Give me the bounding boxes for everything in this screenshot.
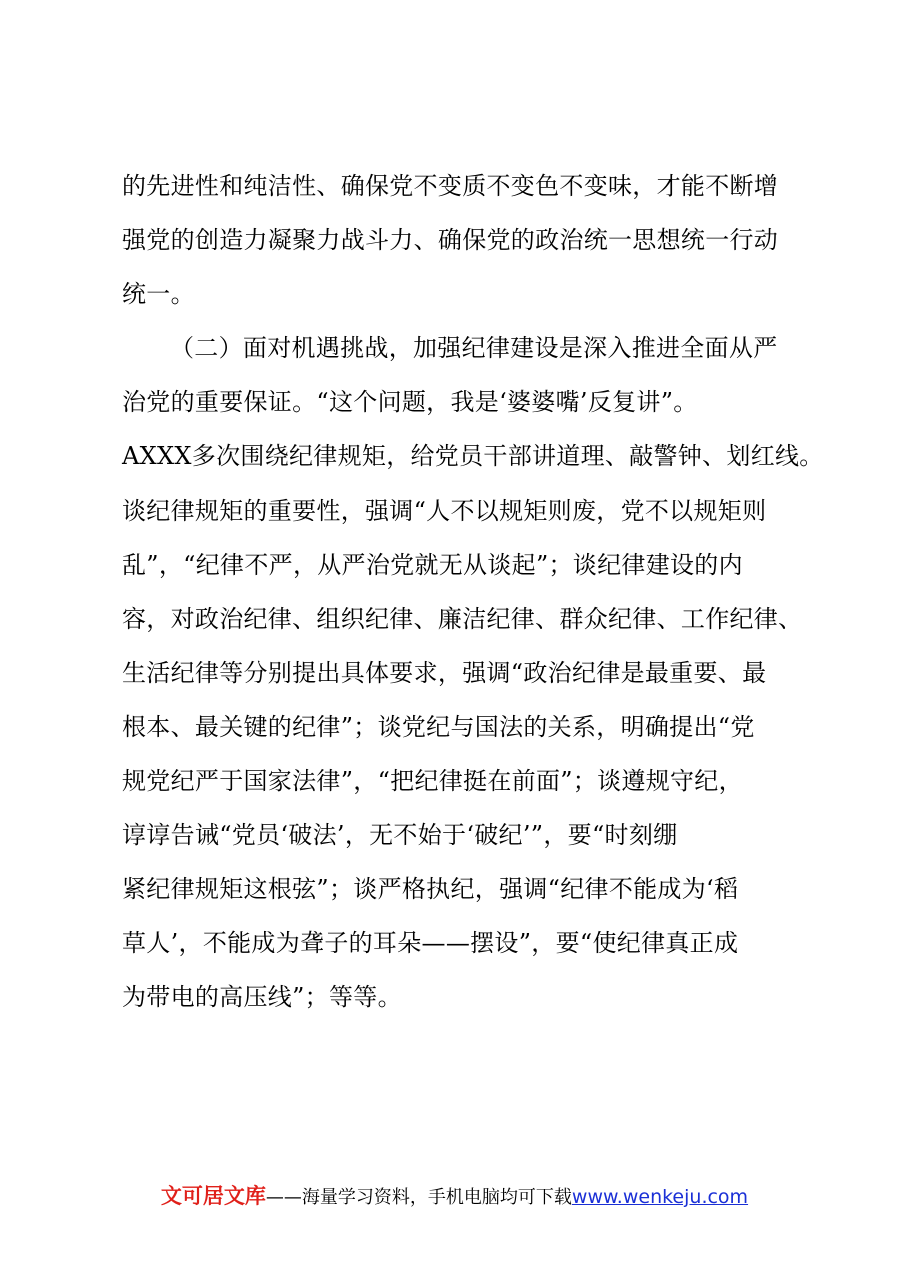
text-line: 强党的创造力凝聚力战斗力、确保党的政治统一思想统一行动 [122,226,779,255]
brand-name: 文可居文库 [160,1184,266,1208]
footer-tagline: ——海量学习资料，手机电脑均可下载 [265,1187,572,1208]
text-line: 容，对政治纪律、组织纪律、廉洁纪律、群众纪律、工作纪律、 [122,604,803,633]
website-link[interactable]: www.wenkeju.com [571,1186,749,1208]
text-line: 统一。 [122,280,195,309]
text-line: 乱”，“纪律不严，从严治党就无从谈起”；谈纪律建设的内 [122,550,743,579]
text-line: 草人’，不能成为聋子的耳朵——摆设”，要“使纪律真正成 [122,929,739,958]
text-line: 谆谆告诫“党员‘破法’，无不始于‘破纪’”，要“时刻绷 [122,821,678,850]
text-line: 紧纪律规矩这根弦”；谈严格执纪，强调“纪律不能成为‘稻 [122,875,739,904]
section-heading-line: （二）面对机遇挑战，加强纪律建设是深入推进全面从严 [170,334,778,363]
text-line: 生活纪律等分别提出具体要求，强调“政治纪律是最重要、最 [122,658,767,687]
text-line: AXXX多次围绕纪律规矩，给党员干部讲道理、敲警钟、划红线。 [122,442,824,471]
text-line: 治党的重要保证。“这个问题，我是‘婆婆嘴’反复讲”。 [122,388,698,417]
footer-banner [0,1180,909,1210]
text-line: 根本、最关键的纪律”；谈党纪与国法的关系，明确提出“党 [122,712,755,741]
text-line: 规党纪严于国家法律”，“把纪律挺在前面”；谈遵规守纪， [122,767,743,796]
text-line: 的先进性和纯洁性、确保党不变质不变色不变味，才能不断增 [122,172,779,200]
text-line: 为带电的高压线”；等等。 [122,983,402,1012]
body-text [122,166,824,1032]
text-line: 谈纪律规矩的重要性，强调“人不以规矩则废，党不以规矩则 [122,496,767,525]
